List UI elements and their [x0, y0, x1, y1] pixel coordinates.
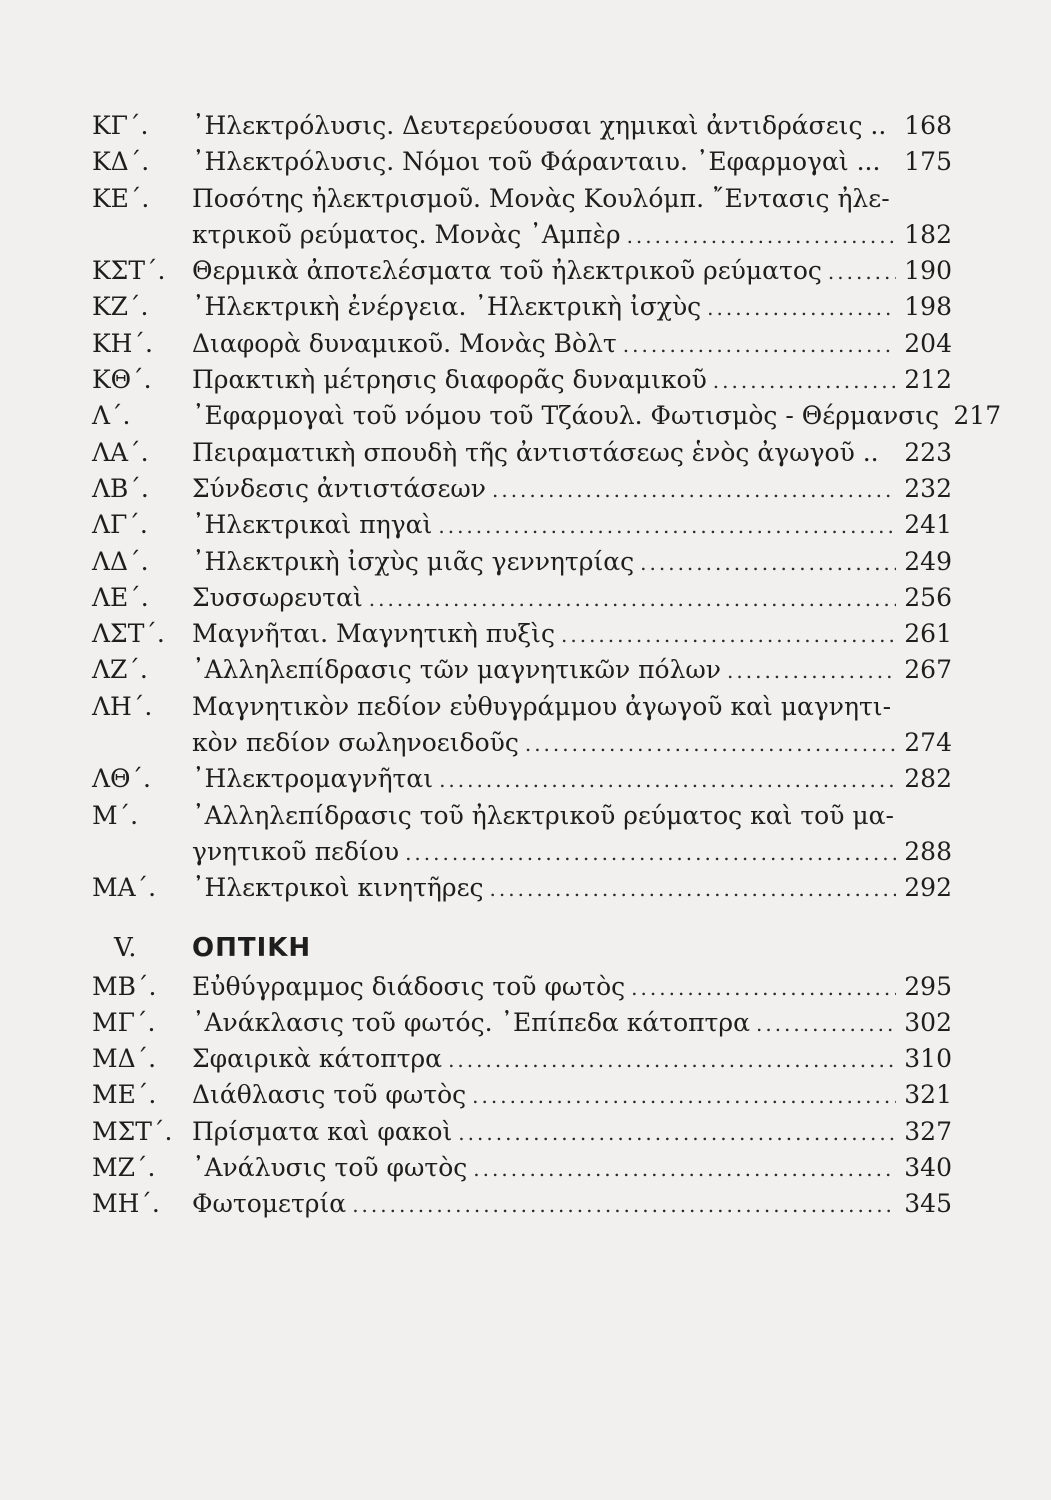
- chapter-title: Πρακτικὴ μέτρησις διαφορᾶς δυναμικοῦ: [192, 365, 707, 395]
- chapter-number: ΚΖ΄.: [92, 292, 149, 322]
- dot-leader: [627, 218, 896, 254]
- chapter-number: ΛΕ΄.: [92, 582, 149, 612]
- toc-part-1: [92, 108, 1002, 907]
- chapter-number: ΚΓ΄.: [92, 111, 149, 140]
- page-number: 232: [904, 473, 952, 503]
- chapter-title: ᾿Ηλεκτρικὴ ἐνέργεια. ᾿Ηλεκτρικὴ ἰσχὺς: [192, 292, 702, 322]
- entry-text-row: [192, 435, 952, 472]
- chapter-title: Ποσότης ἠλεκτρισμοῦ. Μονὰς Κουλόμπ. ῎Εντασις ἠλε-: [192, 183, 890, 213]
- page-number: 190: [904, 256, 952, 286]
- chapter-title: Διάθλασις τοῦ φωτὸς: [192, 1080, 467, 1110]
- entry-text-row: [192, 362, 952, 399]
- entry-text-row: [192, 870, 952, 907]
- toc-entry: [92, 507, 952, 543]
- chapter-number: ΜΔ΄.: [92, 1044, 157, 1074]
- chapter-number: ΚΔ΄.: [92, 147, 150, 177]
- entry-text-row: [192, 834, 952, 871]
- chapter-number: ΛΘ΄.: [92, 764, 151, 794]
- entry-text-row: [192, 544, 952, 581]
- toc-entry: [92, 326, 952, 362]
- chapter-number: ΛΓ΄.: [92, 510, 148, 540]
- entry-text-row: [192, 398, 1002, 435]
- page-number: 267: [904, 655, 952, 685]
- chapter-title: ᾿Αλληλεπίδρασις τοῦ ἠλεκτρικοῦ ρεύματος καὶ τοῦ μα-: [192, 800, 894, 830]
- entry-text-row: [192, 1005, 952, 1042]
- entry-text-row: [192, 1114, 952, 1151]
- chapter-title: Διαφορὰ δυναμικοῦ. Μονὰς Βὸλτ: [192, 328, 617, 358]
- chapter-title: ᾿Ηλεκτρομαγνῆται: [192, 764, 434, 794]
- toc-entry: [92, 870, 952, 906]
- chapter-title: Πειραματικὴ σπουδὴ τῆς ἀντιστάσεως ἑνὸς ἀγωγοῦ ..: [192, 437, 879, 467]
- dot-leader: [756, 1006, 896, 1042]
- chapter-title: ᾿Ηλεκτρόλυσις. Νόμοι τοῦ Φάρανταιυ. ᾿Εφαρμογαὶ ...: [192, 147, 881, 177]
- chapter-number: ΚΣΤ΄.: [92, 256, 166, 286]
- chapter-title: ᾿Ηλεκτρόλυσις. Δευτερεύουσαι χημικαὶ ἀντιδράσεις ..: [192, 111, 887, 140]
- toc-entry: [92, 834, 952, 870]
- entry-text-row: [192, 1077, 952, 1114]
- entry-text-row: [192, 507, 952, 544]
- toc-part-2: [92, 969, 952, 1223]
- page-number: 217: [953, 401, 1002, 431]
- chapter-number: ΛΗ΄.: [92, 691, 153, 721]
- dot-leader: [369, 581, 896, 617]
- toc-entry: [92, 798, 952, 834]
- dot-leader: [828, 254, 896, 290]
- dot-leader: [525, 726, 896, 762]
- chapter-title: ᾿Ηλεκτρικοὶ κινητῆρες: [192, 873, 484, 903]
- dot-leader: [561, 617, 896, 653]
- page-number: 302: [904, 1007, 952, 1037]
- chapter-number: ΚΗ΄.: [92, 328, 153, 358]
- entry-text-row: [192, 1150, 952, 1187]
- chapter-number: ΛΔ΄.: [92, 546, 149, 576]
- entry-text-row: [192, 798, 952, 835]
- chapter-title: ᾿Ηλεκτρικαὶ πηγαὶ: [192, 510, 433, 540]
- toc-entry: [92, 1077, 952, 1113]
- page-number: 223: [904, 437, 952, 467]
- entry-text-row: [192, 144, 952, 181]
- toc-entry: [92, 471, 952, 507]
- page-number: 295: [904, 971, 952, 1001]
- toc-entry: [92, 181, 952, 217]
- toc-entry: [92, 761, 952, 797]
- dot-leader: [473, 1151, 896, 1187]
- entry-text-row: [192, 181, 952, 218]
- page-number: 282: [904, 764, 952, 794]
- toc-entry: [92, 1150, 952, 1186]
- chapter-number: ΜΒ΄.: [92, 971, 157, 1001]
- chapter-number: ΚΘ΄.: [92, 365, 152, 395]
- toc-entry: [92, 1005, 952, 1041]
- chapter-number: ΜΕ΄.: [92, 1080, 157, 1110]
- chapter-number: ΜΖ΄.: [92, 1153, 156, 1183]
- chapter-title: κὸν πεδίον σωληνοειδοῦς: [192, 728, 519, 758]
- page-number: 204: [904, 328, 952, 358]
- chapter-number: Λ΄.: [92, 401, 131, 431]
- page-number: 241: [904, 510, 952, 540]
- page-number: 182: [904, 219, 952, 249]
- dot-leader: [439, 762, 896, 798]
- page-number: 345: [904, 1189, 952, 1219]
- entry-text-row: [192, 471, 952, 508]
- entry-text-row: [192, 652, 952, 689]
- chapter-title: Πρίσματα καὶ φακοὶ: [192, 1116, 453, 1146]
- page-number: 175: [904, 147, 952, 177]
- dot-leader: [352, 1187, 896, 1223]
- page-number: 288: [904, 836, 952, 866]
- chapter-title: Φωτομετρία: [192, 1189, 347, 1219]
- dot-leader: [405, 835, 896, 871]
- toc-entry: [92, 253, 952, 289]
- chapter-title: Εὐθύγραμμος διάδοσις τοῦ φωτὸς: [192, 971, 626, 1001]
- toc-entry: [92, 725, 952, 761]
- dot-leader: [448, 1042, 896, 1078]
- page-number: 340: [904, 1153, 952, 1183]
- toc-entry: [92, 289, 952, 325]
- chapter-title: Μαγνῆται. Μαγνητικὴ πυξὶς: [192, 619, 555, 649]
- chapter-title: ᾿Εφαρμογαὶ τοῦ νόμου τοῦ Τζάουλ. Φωτισμὸς - Θέρμανσις: [192, 401, 940, 431]
- toc-entry: [92, 435, 952, 471]
- entry-text-row: [192, 217, 952, 254]
- chapter-title: Συσσωρευταὶ: [192, 582, 363, 612]
- toc-entry: [92, 544, 952, 580]
- section-gap: [92, 907, 952, 927]
- chapter-number: ΜΣΤ΄.: [92, 1116, 173, 1146]
- page-number: 212: [904, 365, 952, 395]
- dot-leader: [490, 871, 896, 907]
- chapter-title: ᾿Ηλεκτρικὴ ἰσχὺς μιᾶς γεννητρίας: [192, 546, 635, 576]
- entry-text-row: [192, 1041, 952, 1078]
- chapter-title: Σύνδεσις ἀντιστάσεων: [192, 473, 486, 503]
- section-title: ΟΠΤΙΚΗ: [192, 932, 312, 963]
- dot-leader: [727, 653, 896, 689]
- page-number: 249: [904, 546, 952, 576]
- chapter-title: Θερμικὰ ἀποτελέσματα τοῦ ἠλεκτρικοῦ ρεύματος: [192, 256, 822, 286]
- toc-entry: [92, 108, 952, 144]
- dot-leader: [713, 363, 896, 399]
- chapter-title: γνητικοῦ πεδίου: [192, 836, 400, 866]
- toc-entry: [92, 1041, 952, 1077]
- toc-entry: [92, 580, 952, 616]
- toc-entry: [92, 616, 952, 652]
- toc-entry: [92, 362, 952, 398]
- toc-entry: [92, 144, 952, 180]
- page-number: 198: [904, 292, 952, 322]
- dot-leader: [458, 1115, 896, 1151]
- dot-leader: [623, 327, 896, 363]
- toc-entry: [92, 689, 952, 725]
- dot-leader: [631, 970, 896, 1006]
- dot-leader: [472, 1078, 896, 1114]
- chapter-title: ᾿Ανάκλασις τοῦ φωτός. ᾿Επίπεδα κάτοπτρα: [192, 1007, 750, 1037]
- chapter-number: ΚΕ΄.: [92, 183, 150, 213]
- entry-text-row: [192, 253, 952, 290]
- dot-leader: [640, 545, 896, 581]
- page-number: 274: [904, 728, 952, 758]
- chapter-title: ᾿Ανάλυσις τοῦ φωτὸς: [192, 1153, 468, 1183]
- entry-text-row: [192, 969, 952, 1006]
- toc-entry: [92, 969, 952, 1005]
- toc-entry: [92, 652, 952, 688]
- entry-text-row: [192, 616, 952, 653]
- page-number: 292: [904, 873, 952, 903]
- entry-text-row: [192, 289, 952, 326]
- entry-text-row: [192, 689, 952, 726]
- chapter-title: Μαγνητικὸν πεδίον εὐθυγράμμου ἀγωγοῦ καὶ μαγνητι-: [192, 691, 892, 721]
- chapter-number: ΜΓ΄.: [92, 1007, 156, 1037]
- toc-entry: [92, 398, 1002, 434]
- chapter-number: ΛΣΤ΄.: [92, 619, 165, 649]
- entry-text-row: [192, 580, 952, 617]
- section-heading-optics: [92, 927, 952, 969]
- chapter-title: ᾿Αλληλεπίδρασις τῶν μαγνητικῶν πόλων: [192, 655, 722, 685]
- chapter-title: κτρικοῦ ρεύματος. Μονὰς ᾿Αμπὲρ: [192, 219, 621, 249]
- toc-entry: [92, 1186, 952, 1222]
- chapter-number: Μ΄.: [92, 800, 139, 830]
- page-number: 261: [904, 619, 952, 649]
- page-number: 321: [904, 1080, 952, 1110]
- page-number: 310: [904, 1044, 952, 1074]
- page-number: 168: [904, 111, 952, 140]
- chapter-number: ΜΑ΄.: [92, 873, 157, 903]
- dot-leader: [492, 472, 896, 508]
- entry-text-row: [192, 1186, 952, 1223]
- chapter-number: ΛΒ΄.: [92, 473, 149, 503]
- toc-entry: [92, 217, 952, 253]
- entry-text-row: [192, 326, 952, 363]
- dot-leader: [438, 508, 896, 544]
- table-of-contents: [92, 108, 1002, 1223]
- entry-text-row: [192, 108, 952, 145]
- chapter-number: ΜΗ΄.: [92, 1189, 160, 1219]
- section-number: V.: [114, 932, 137, 963]
- dot-leader: [707, 290, 896, 326]
- entry-text-row: [192, 761, 952, 798]
- entry-text-row: [192, 725, 952, 762]
- chapter-number: ΛΖ΄.: [92, 655, 148, 685]
- chapter-number: ΛΑ΄.: [92, 437, 149, 467]
- page-number: 256: [904, 582, 952, 612]
- chapter-title: Σφαιρικὰ κάτοπτρα: [192, 1044, 443, 1074]
- toc-entry: [92, 1114, 952, 1150]
- page-number: 327: [904, 1116, 952, 1146]
